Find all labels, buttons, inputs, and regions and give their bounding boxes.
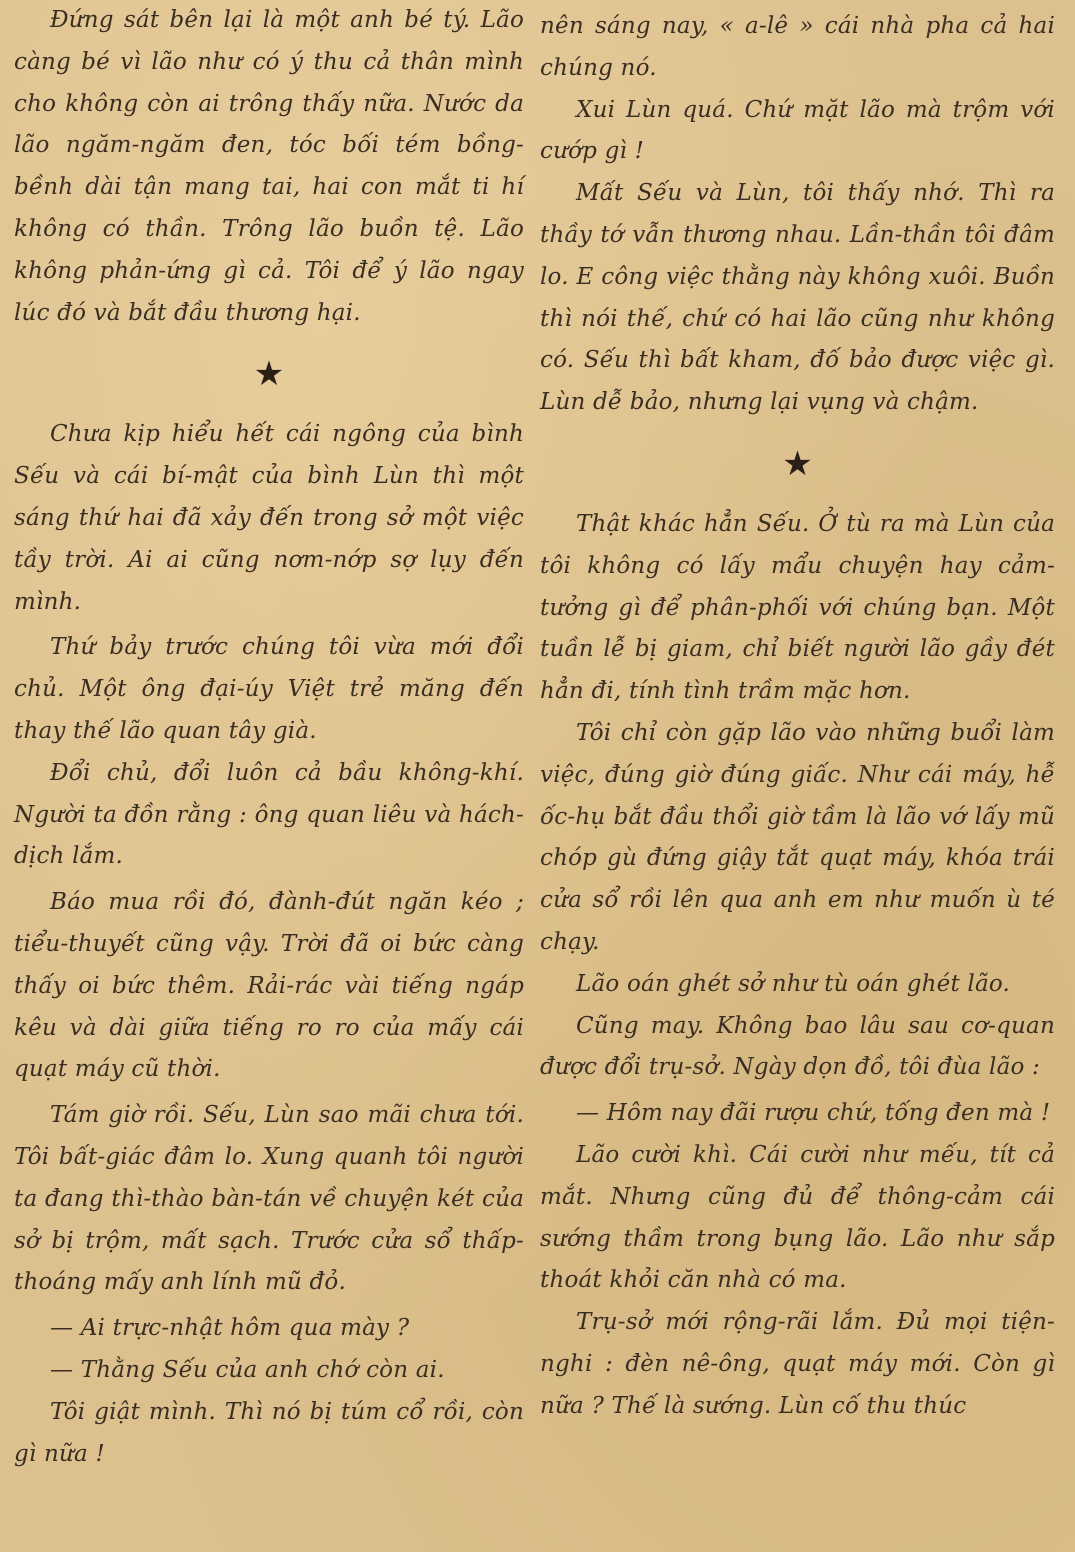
right-column — [540, 0, 1055, 1428]
right-paragraph-9: Lão cười khì. Cái cười như mếu, tít cả mắt. Nhưng cũng đủ để thông-cảm cái sướng thầm trong bụng lão. Lão như sắp thoát khỏi căn nhà có ma. — [540, 1141, 1055, 1294]
left-paragraph-7: — Ai trực-nhật hôm qua mày ? — [50, 1315, 410, 1342]
left-paragraph-4: Đổi chủ, đổi luôn cả bầu không-khí. Người ta đồn rằng : ông quan liêu và hách-dịch lắm. — [14, 759, 524, 870]
right-paragraph-3: Mất Sếu và Lùn, tôi thấy nhớ. Thì ra thầy tớ vẫn thương nhau. Lần-thần tôi đâm lo. E công việc thằng này không xuôi. Buồn thì nói thế, chứ có hai lão cũng như không có. Sếu thì bất kham, đố bảo được việc gì. Lùn dễ bảo, nhưng lại vụng và chậm. — [540, 180, 1055, 416]
right-paragraph-5: Tôi chỉ còn gặp lão vào những buổi làm việc, đúng giờ đúng giấc. Như cái máy, hễ ốc-hụ bắt đầu thổi giờ tầm là lão vớ lấy mũ chóp gù đứng giậy tắt quạt máy, khóa trái cửa sổ rồi lên qua anh em như muốn ù té chạy. — [540, 719, 1055, 955]
left-paragraph-8: — Thằng Sếu của anh chớ còn ai. — [50, 1356, 445, 1383]
right-paragraph-10: Trụ-sở mới rộng-rãi lắm. Đủ mọi tiện-nghi : đèn nê-ông, quạt máy mới. Còn gì nữa ? Thế là sướng. Lùn cố thu thúc — [540, 1309, 1055, 1419]
left-paragraph-2: Chưa kịp hiểu hết cái ngông của bình Sếu và cái bí-mật của bình Lùn thì một sáng thứ hai đã xảy đến trong sở một việc tầy trời. Ai ai cũng nơm-nớp sợ lụy đến mình. — [14, 421, 524, 615]
right-paragraph-8: — Hôm nay đãi rượu chứ, tống đen mà ! — [576, 1100, 1051, 1127]
right-paragraph-6: Lão oán ghét sở như tù oán ghét lão. — [576, 970, 1011, 997]
left-paragraph-6: Tám giờ rồi. Sếu, Lùn sao mãi chưa tới. Tôi bất-giác đâm lo. Xung quanh tôi người ta đang thì-thào bàn-tán về chuyện két của sở bị trộm, mất sạch. Trước cửa sổ thấp-thoáng mấy anh lính mũ đỏ. — [14, 1102, 524, 1296]
left-paragraph-5: Báo mua rồi đó, đành-đút ngăn kéo ; tiểu-thuyết cũng vậy. Trời đã oi bức càng thấy oi bức thêm. Rải-rác vài tiếng ngáp kêu và dài giữa tiếng ro ro của mấy cái quạt máy cũ thời. — [14, 889, 524, 1083]
right-paragraph-2: Xui Lùn quá. Chứ mặt lão mà trộm với cướp gì ! — [540, 96, 1055, 165]
left-paragraph-3: Thứ bảy trước chúng tôi vừa mới đổi chủ. Một ông đại-úy Việt trẻ măng đến thay thế lão quan tây già. — [14, 634, 524, 744]
left-column — [14, 0, 524, 1475]
section-break-star-icon: ★ — [782, 443, 813, 484]
right-paragraph-1: nên sáng nay, « a-lê » cái nhà pha cả hai chúng nó. — [540, 13, 1055, 81]
right-paragraph-7: Cũng may. Không bao lâu sau cơ-quan được đổi trụ-sở. Ngày dọn đồ, tôi đùa lão : — [540, 1012, 1055, 1081]
left-paragraph-1: Đứng sát bên lại là một anh bé tý. Lão càng bé vì lão như có ý thu cả thân mình cho không còn ai trông thấy nữa. Nước da lão ngăm-ngăm đen, tóc bối tém bồng-bềnh dài tận mang tai, hai con mắt ti hí không có thần. Trông lão buồn tệ. Lão không phản-ứng gì cả. Tôi để ý lão ngay lúc đó và bắt đầu thương hại. — [14, 7, 524, 326]
right-paragraph-4: Thật khác hẳn Sếu. Ở tù ra mà Lùn của tôi không có lấy mẩu chuyện hay cảm-tưởng gì để phân-phối với chúng bạn. Một tuần lễ bị giam, chỉ biết người lão gầy đét hẳn đi, tính tình trầm mặc hơn. — [540, 510, 1055, 705]
section-break-star-icon: ★ — [253, 354, 285, 395]
left-paragraph-9: Tôi giật mình. Thì nó bị túm cổ rồi, còn gì nữa ! — [14, 1398, 524, 1467]
